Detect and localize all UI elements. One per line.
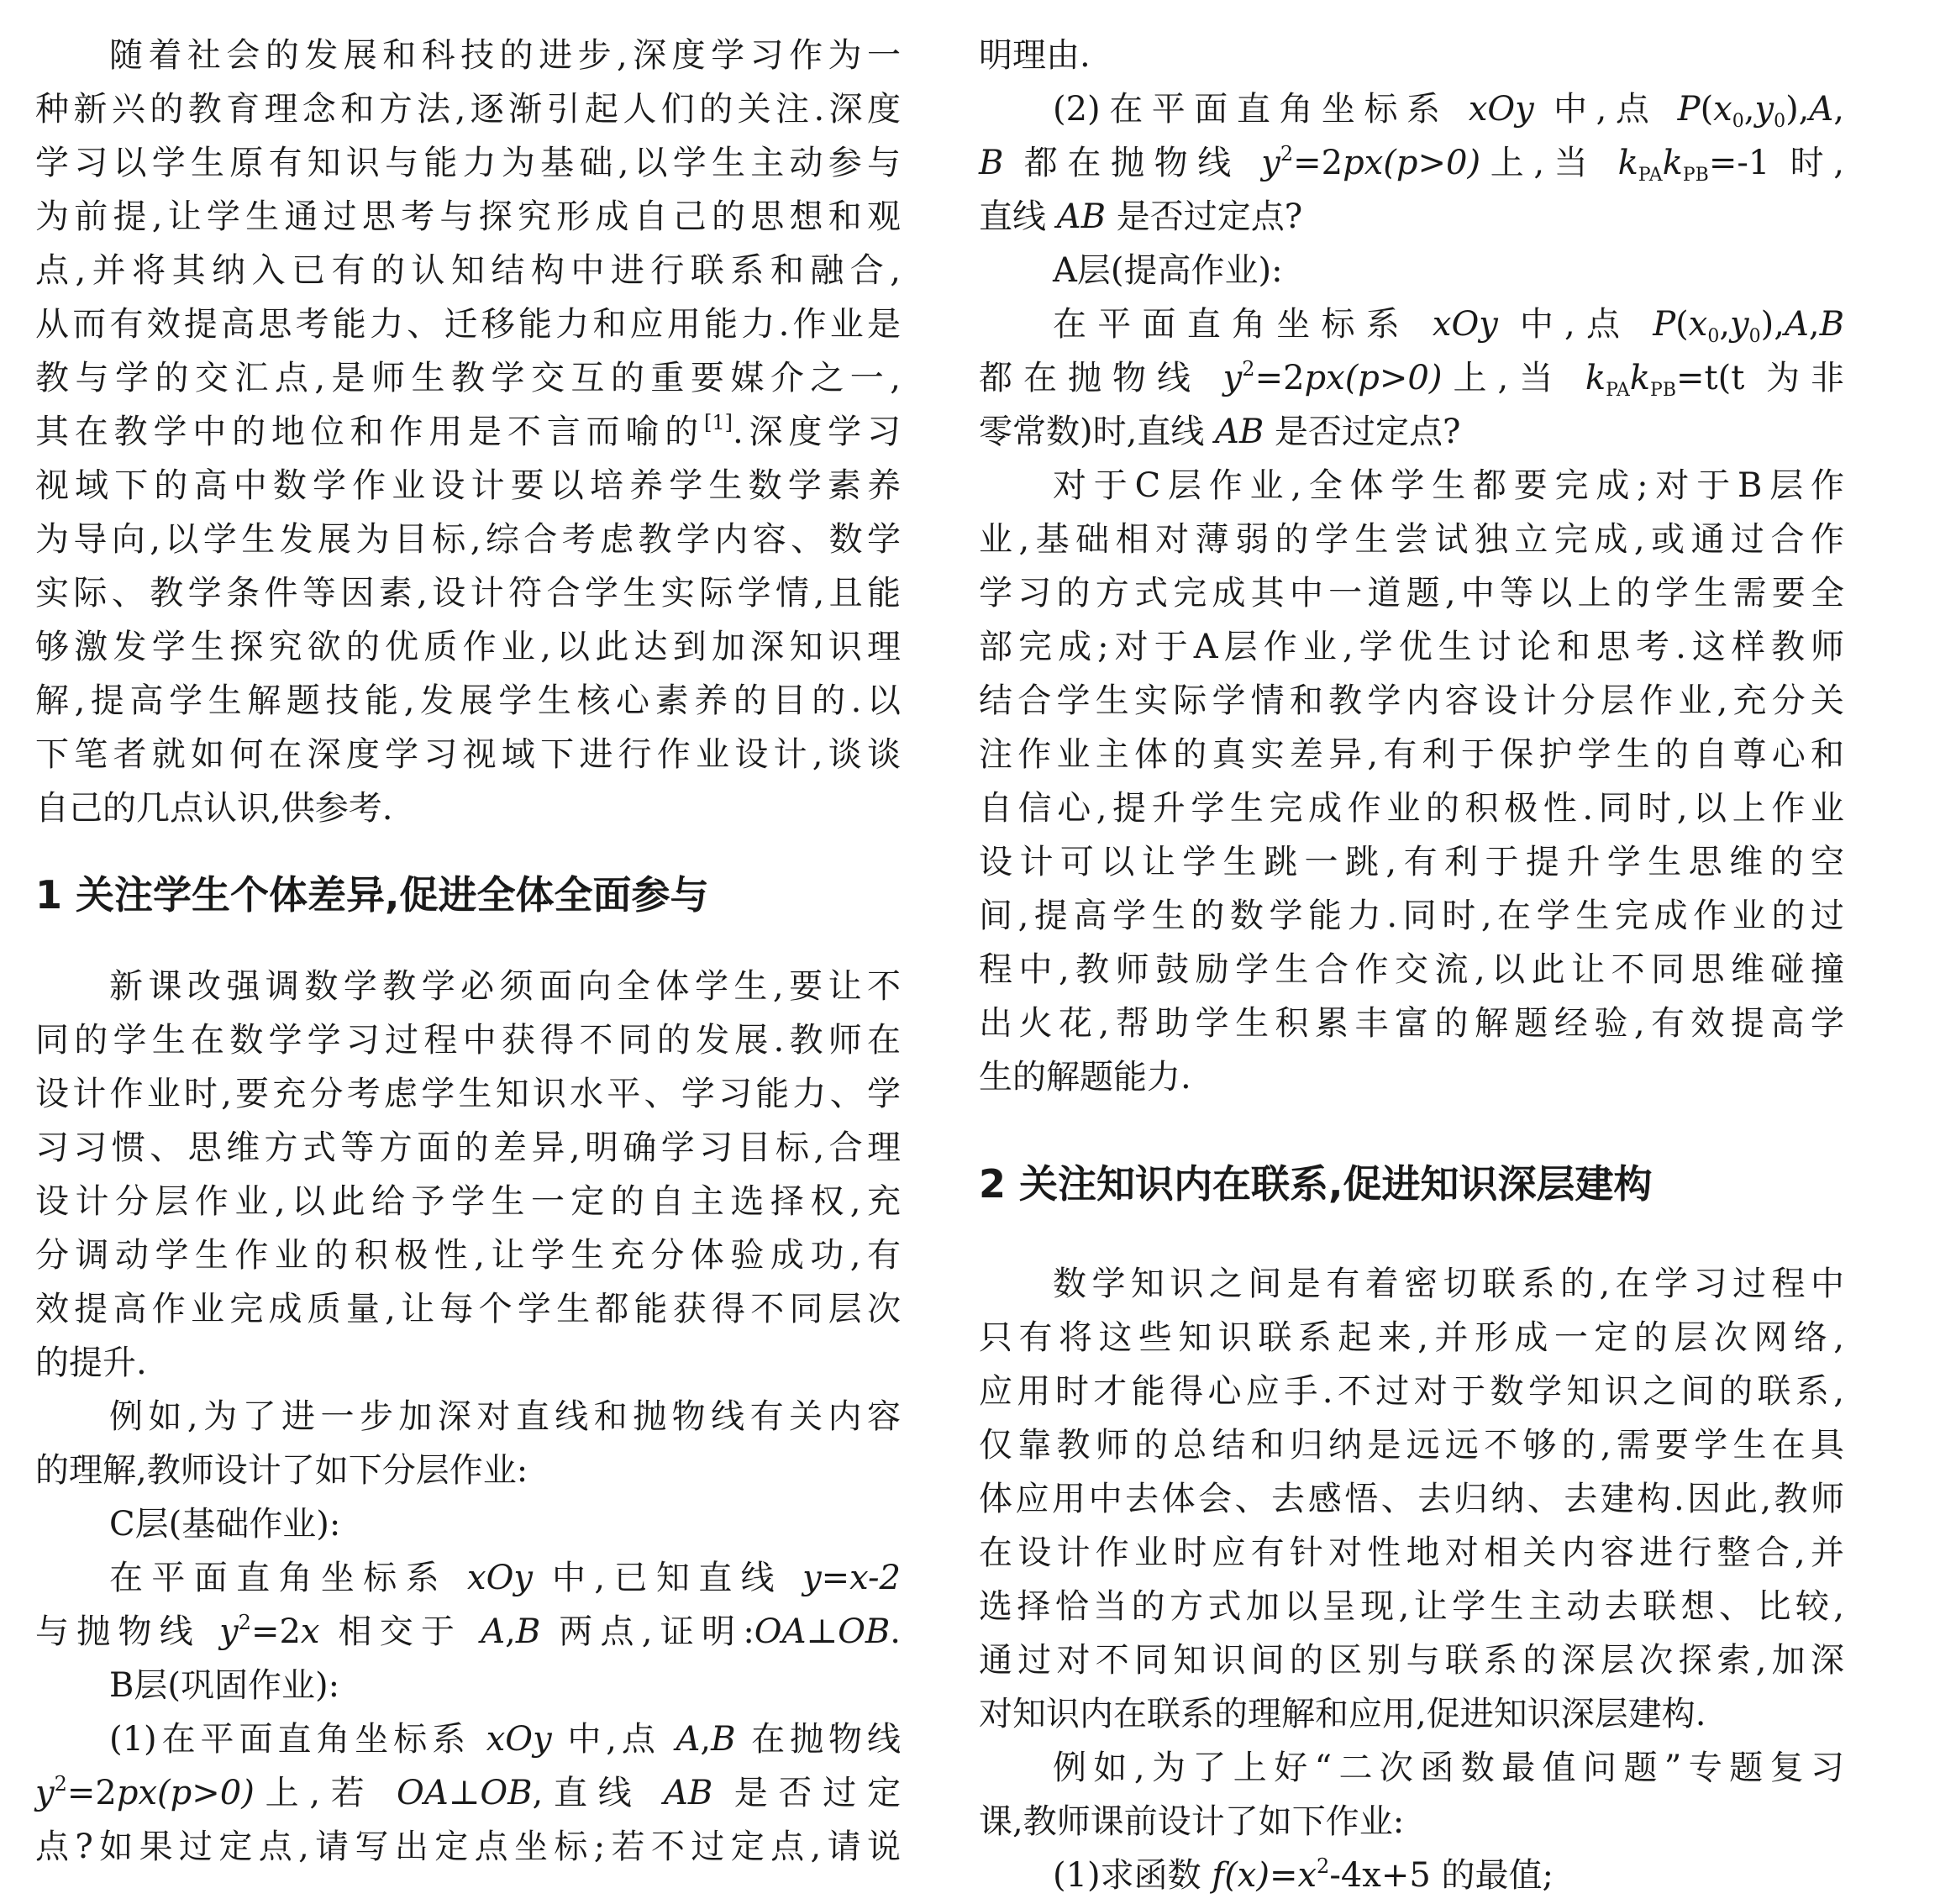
intro-line: 实际、教学条件等因素,设计符合学生实际学情,且能 <box>35 574 901 613</box>
intro-text: 其在教学中的地位和作用是不言而喻的 <box>35 413 704 451</box>
b-level-q1-line <box>35 1766 901 1820</box>
math-k: k <box>1662 144 1683 182</box>
math-a: A <box>481 1612 506 1651</box>
text: =t(t 为非 <box>1676 359 1844 397</box>
section2-line: 对知识内在联系的理解和应用,促进知识深层建构. <box>979 1695 1706 1733</box>
b-level-q1-line: 点?如果过定点,请写出定点坐标;若不过定点,请说 <box>35 1828 901 1866</box>
example-intro-line: 例如,为了进一步加深对直线和抛物线有关内容 <box>109 1397 901 1436</box>
math-sub: 0 <box>1732 111 1744 132</box>
discussion-line: 设计可以让学生跳一跳,有利于提升学生思维的空 <box>979 843 1844 881</box>
b-level-q2-line <box>979 136 1844 190</box>
math-sub: PA <box>1638 165 1663 186</box>
section1-line: 新课改强调数学教学必须面向全体学生,要让不 <box>109 967 901 1006</box>
text: -4x+5 的最值; <box>1329 1856 1554 1895</box>
math-xoy: xOy <box>1468 90 1534 129</box>
citation-ref: [1] <box>704 411 733 434</box>
math-px: px <box>1343 144 1384 182</box>
math-fx: (x)=x <box>1224 1856 1317 1895</box>
text: 上,当 <box>1480 144 1618 182</box>
math-sub: PB <box>1650 380 1677 401</box>
math-op: =2 <box>1293 144 1343 182</box>
section2-line: 体应用中去体会、去感悟、去归纳、去建构.因此,教师 <box>979 1480 1844 1518</box>
intro-line: 视域下的高中数学作业设计要以培养学生数学素养 <box>35 466 901 505</box>
section-heading-1: 1 关注学生个体差异,促进全体全面参与 <box>35 872 709 918</box>
math-px: px <box>116 1774 158 1812</box>
math-line-eq: y=x-2 <box>802 1559 901 1597</box>
math-y: y <box>1222 359 1243 397</box>
intro-text: .深度学习 <box>733 413 902 451</box>
a-level-problem-line <box>979 405 1844 459</box>
text: ,直线 <box>532 1774 664 1812</box>
text: (2)在平面直角坐标系 <box>1053 90 1469 129</box>
c-level-problem-line <box>35 1605 901 1659</box>
math-exp: 2 <box>1317 1854 1330 1878</box>
text: 零常数)时,直线 <box>979 413 1216 451</box>
discussion-line: 部完成;对于A层作业,学优生讨论和思考.这样教师 <box>979 628 1844 666</box>
text: 是否过定 <box>712 1774 901 1812</box>
math-k: k <box>1585 359 1606 397</box>
b-level-q1-line <box>109 1712 901 1766</box>
math-sub: PA <box>1606 380 1630 401</box>
section1-line: 设计作业时,要充分考虑学生知识水平、学习能力、学 <box>35 1075 901 1113</box>
c-level-problem-line <box>109 1551 901 1605</box>
intro-line: 够激发学生探究欲的优质作业,以此达到加深知识理 <box>35 628 901 666</box>
section2-line: 通过对不同知识间的区别与联系的深层次探索,加深 <box>979 1641 1844 1680</box>
discussion-line: 自信心,提升学生完成作业的积极性.同时,以上作业 <box>979 789 1844 828</box>
text: 中,已知直线 <box>532 1559 803 1597</box>
math-perp: ⊥ <box>448 1774 481 1812</box>
text: 直线 <box>979 197 1057 236</box>
section1-line: 习习惯、思维方式等方面的差异,明确学习目标,合理 <box>35 1128 901 1167</box>
text: 在抛物线 <box>735 1720 901 1759</box>
math-sub: PB <box>1682 165 1709 186</box>
math-a: A <box>1784 305 1809 344</box>
c-level-label: C层(基础作业): <box>109 1505 341 1544</box>
math-y: y <box>219 1612 239 1651</box>
math-sub: 0 <box>1707 326 1720 347</box>
math-exp: 2 <box>54 1772 67 1796</box>
math-ab: AB <box>663 1774 713 1812</box>
math-ob: OB <box>838 1612 891 1651</box>
math-cond: (p>0) <box>157 1774 255 1812</box>
text: 两点,证明: <box>540 1612 754 1651</box>
section2-line: 在设计作业时应有针对性地对相关内容进行整合,并 <box>979 1533 1844 1572</box>
section2-line: 应用时才能得心应手.不过对于数学知识之间的联系, <box>979 1372 1844 1411</box>
math-k: k <box>1617 144 1638 182</box>
intro-line: 从而有效提高思考能力、迁移能力和应用能力.作业是 <box>35 305 901 344</box>
a-level-label: A层(提高作业): <box>1053 251 1283 290</box>
b-level-label: B层(巩固作业): <box>109 1666 340 1705</box>
text: 上,当 <box>1442 359 1585 397</box>
math-k: k <box>1629 359 1651 397</box>
discussion-line: 程中,教师鼓励学生合作交流,以此让不同思维碰撞 <box>979 950 1844 989</box>
math-p: P <box>1653 305 1676 344</box>
text: (1)求函数 <box>1053 1856 1212 1895</box>
intro-line: 教与学的交汇点,是师生教学交互的重要媒介之一, <box>35 359 901 397</box>
b-level-q2-line <box>979 190 1844 244</box>
math-b: B <box>1819 305 1844 344</box>
math-oa: OA <box>397 1774 449 1812</box>
math-y0: y <box>1730 305 1749 344</box>
section1-line: 设计分层作业,以此给予学生一定的自主选择权,充 <box>35 1182 901 1221</box>
text: 与抛物线 <box>35 1612 220 1651</box>
math-f: f <box>1212 1856 1225 1895</box>
section2-line: 选择恰当的方式加以呈现,让学生主动去联想、比较, <box>979 1587 1844 1626</box>
discussion-line: 注作业主体的真实差异,有利于保护学生的自尊心和 <box>979 735 1844 774</box>
math-xoy: xOy <box>467 1559 533 1597</box>
section2-line: 只有将这些知识联系起来,并形成一定的层次网络, <box>979 1318 1844 1357</box>
math-y: y <box>1261 144 1280 182</box>
math-perp: ⊥ <box>806 1612 839 1651</box>
math-op: =2 <box>250 1612 301 1651</box>
section1-line: 分调动学生作业的积极性,让学生充分体验成功,有 <box>35 1236 901 1275</box>
section-heading-2: 2 关注知识内在联系,促进知识深层建构 <box>979 1161 1653 1207</box>
text: , <box>1798 90 1810 129</box>
question-1-line <box>1053 1849 1844 1902</box>
text: , <box>505 1612 516 1651</box>
text: 都在抛物线 <box>1003 144 1262 182</box>
discussion-line: 学习的方式完成其中一道题,中等以上的学生需要全 <box>979 574 1844 613</box>
math-cond: (p>0) <box>1383 144 1481 182</box>
discussion-line: 间,提高学生的数学能力.同时,在学生完成作业的过 <box>979 897 1844 935</box>
intro-line: 点,并将其纳入已有的认知结构中进行联系和融合, <box>35 251 901 290</box>
text: , <box>700 1720 712 1759</box>
text: . <box>890 1612 902 1651</box>
example2-intro-line: 课,教师课前设计了如下作业: <box>979 1802 1405 1841</box>
math-sub: 0 <box>1774 111 1786 132</box>
text: (1)在平面直角坐标系 <box>109 1720 486 1759</box>
intro-line: 为导向,以学生发展为目标,综合考虑教学内容、数学 <box>35 520 901 559</box>
math-ob: OB <box>480 1774 533 1812</box>
math-b: B <box>711 1720 736 1759</box>
math-exp: 2 <box>1280 142 1294 166</box>
math-op: =2 <box>66 1774 117 1812</box>
text: , <box>1774 305 1785 344</box>
example2-intro-line: 例如,为了上好“二次函数最值问题”专题复习 <box>1053 1749 1844 1787</box>
math-x: x <box>300 1612 320 1651</box>
text: 中,点 <box>1533 90 1678 129</box>
section1-line: 同的学生在数学学习过程中获得不同的发展.教师在 <box>35 1021 901 1060</box>
discussion-line: 对于C层作业,全体学生都要完成;对于B层作 <box>1053 466 1844 505</box>
math-x0: x <box>1688 305 1708 344</box>
math-xoy: xOy <box>1432 305 1498 344</box>
intro-line: 学习以学生原有知识与能力为基础,以学生主动参与 <box>35 144 901 182</box>
discussion-line: 业,基础相对薄弱的学生尝试独立完成,或通过合作 <box>979 520 1844 559</box>
a-level-problem-line <box>979 351 1844 405</box>
math-a: A <box>676 1720 701 1759</box>
discussion-line: 出火花,帮助学生积累丰富的解题经验,有效提高学 <box>979 1004 1844 1043</box>
math-y0: y <box>1754 90 1774 129</box>
intro-line-citation <box>35 405 901 459</box>
math-y: y <box>35 1774 55 1812</box>
text: , <box>1833 90 1844 129</box>
discussion-line: 结合学生实际学情和教学内容设计分层作业,充分关 <box>979 681 1844 720</box>
intro-line: 为前提,让学生通过思考与探究形成自己的思想和观 <box>35 197 901 236</box>
math-ab: AB <box>1056 197 1106 236</box>
math-b: B <box>979 144 1004 182</box>
section1-line: 的提升. <box>35 1344 147 1382</box>
text: 上,若 <box>254 1774 397 1812</box>
intro-line: 种新兴的教育理念和方法,逐渐引起人们的关注.深度 <box>35 90 901 129</box>
intro-line: 自己的几点认识,供参考. <box>35 789 393 828</box>
math-p: P <box>1677 90 1701 129</box>
a-level-problem-line: 在平面直角坐标系 xOy 中,点 $P(x_0,y_0),A,B$ <box>1053 305 1844 347</box>
text: 是否过定点? <box>1106 197 1303 236</box>
section1-line: 效提高作业完成质量,让每个学生都能获得不同层次 <box>35 1290 901 1328</box>
text: 是否过定点? <box>1264 413 1461 451</box>
text: 中,点 <box>1497 305 1653 344</box>
b-level-q1-end: 明理由. <box>979 36 1091 75</box>
math-xoy: xOy <box>486 1720 552 1759</box>
example-intro-line: 的理解,教师设计了如下分层作业: <box>35 1451 528 1490</box>
math-cond: (p>0) <box>1344 359 1443 397</box>
math-exp: 2 <box>1242 357 1255 381</box>
b-level-q2-line: (2)在平面直角坐标系 xOy 中,点 $P(x_0,y_0),A$, <box>1053 90 1844 132</box>
math-b: B <box>515 1612 541 1651</box>
text: 相交于 <box>319 1612 481 1651</box>
text: 在平面直角坐标系 <box>109 1559 468 1597</box>
math-px: px <box>1304 359 1345 397</box>
intro-line: 解,提高学生解题技能,发展学生核心素养的目的.以 <box>35 681 901 720</box>
discussion-line: 生的解题能力. <box>979 1058 1191 1097</box>
text: , <box>1808 305 1820 344</box>
intro-line: 随着社会的发展和科技的进步,深度学习作为一 <box>109 36 901 75</box>
math-a: A <box>1809 90 1834 129</box>
intro-line: 下笔者就如何在深度学习视域下进行作业设计,谈谈 <box>35 735 901 774</box>
text: =-1 时, <box>1708 144 1844 182</box>
text: 都在抛物线 <box>979 359 1223 397</box>
math-x0: x <box>1713 90 1732 129</box>
math-exp: 2 <box>238 1611 251 1634</box>
math-op: =2 <box>1254 359 1305 397</box>
section2-line: 数学知识之间是有着密切联系的,在学习过程中 <box>1053 1265 1844 1303</box>
math-sub: 0 <box>1748 326 1761 347</box>
text: 中,点 <box>551 1720 676 1759</box>
text: 在平面直角坐标系 <box>1053 305 1433 344</box>
math-oa: OA <box>754 1612 807 1651</box>
math-ab: AB <box>1215 413 1264 451</box>
section2-line: 仅靠教师的总结和归纳是远远不够的,需要学生在具 <box>979 1426 1844 1465</box>
